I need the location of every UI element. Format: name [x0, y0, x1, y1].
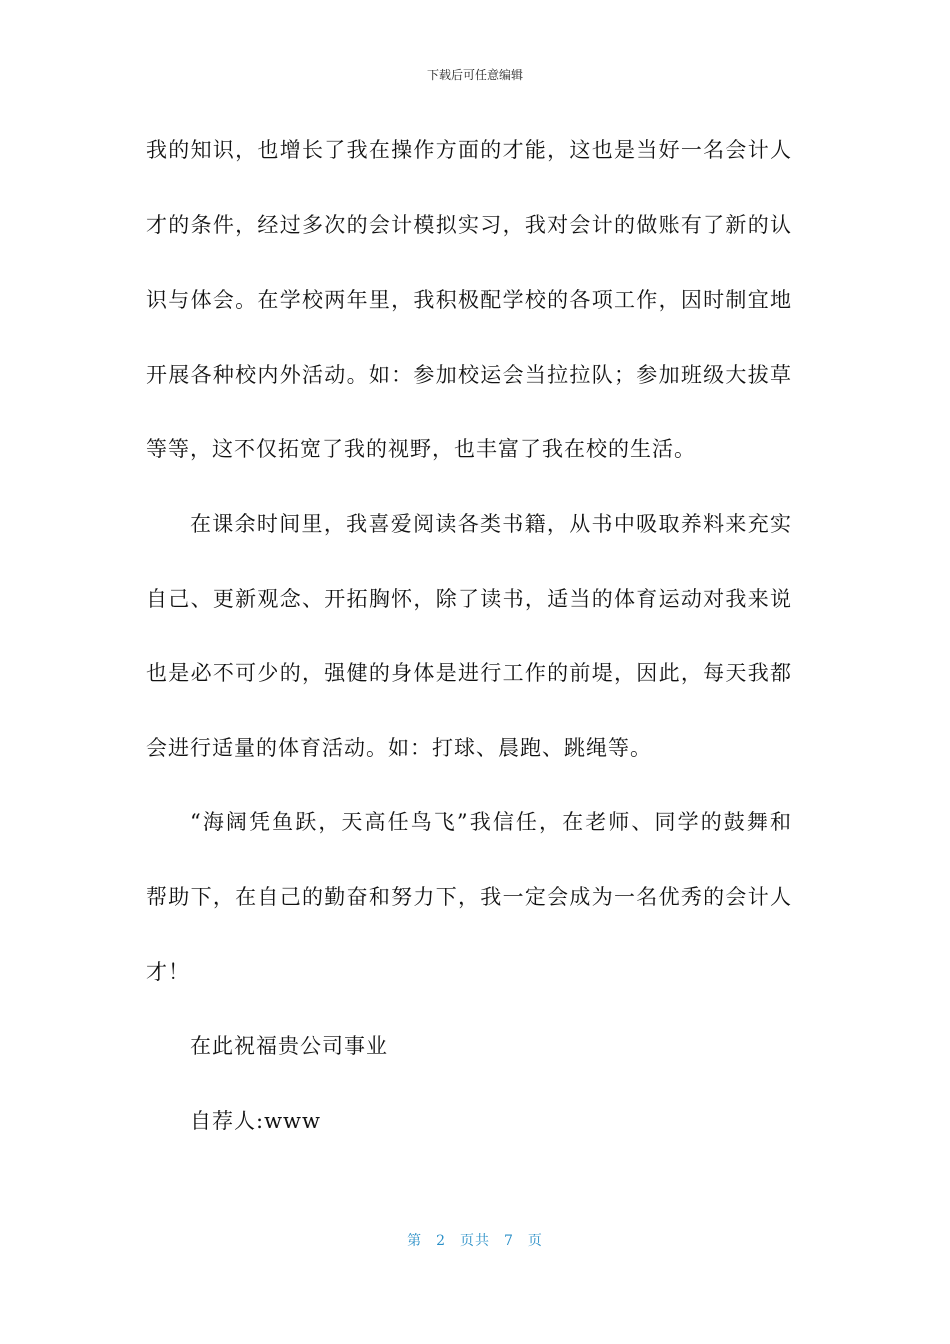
page-label-prefix: 第 [407, 1233, 423, 1249]
body-line: 才！ [146, 960, 190, 984]
signature-line: 自荐人:www [190, 1109, 322, 1133]
page-label-suffix: 页 [527, 1233, 543, 1249]
body-line: 帮助下，在自己的勤奋和努力下，我一定会成为一名优秀的会计人 [146, 885, 792, 909]
total-pages: 7 [504, 1233, 514, 1249]
page-label-mid: 页共 [460, 1233, 490, 1249]
page-number: 2 [436, 1233, 446, 1249]
body-line: 等等，这不仅拓宽了我的视野，也丰富了我在校的生活。 [146, 437, 696, 461]
body-line: “海阔凭鱼跃，天高任鸟飞”我信任，在老师、同学的鼓舞和 [190, 810, 792, 834]
page-footer [0, 1230, 950, 1250]
body-line: 识与体会。在学校两年里，我积极配学校的各项工作，因时制宜地 [146, 288, 792, 312]
closing-greeting: 在此祝福贵公司事业 [190, 1034, 388, 1058]
body-line: 我的知识，也增长了我在操作方面的才能，这也是当好一名会计人 [146, 138, 792, 162]
body-line: 才的条件，经过多次的会计模拟实习，我对会计的做账有了新的认 [146, 213, 792, 237]
body-line: 开展各种校内外活动。如：参加校运会当拉拉队；参加班级大拔草 [146, 363, 792, 387]
page-header: 下载后可任意编辑 [426, 68, 523, 82]
body-line: 会进行适量的体育活动。如：打球、晨跑、跳绳等。 [146, 736, 652, 760]
body-line: 自己、更新观念、开拓胸怀，除了读书，适当的体育运动对我来说 [146, 587, 792, 611]
body-line: 在课余时间里，我喜爱阅读各类书籍，从书中吸取养料来充实 [190, 512, 792, 536]
body-line: 也是必不可少的，强健的身体是进行工作的前堤，因此，每天我都 [146, 661, 792, 685]
